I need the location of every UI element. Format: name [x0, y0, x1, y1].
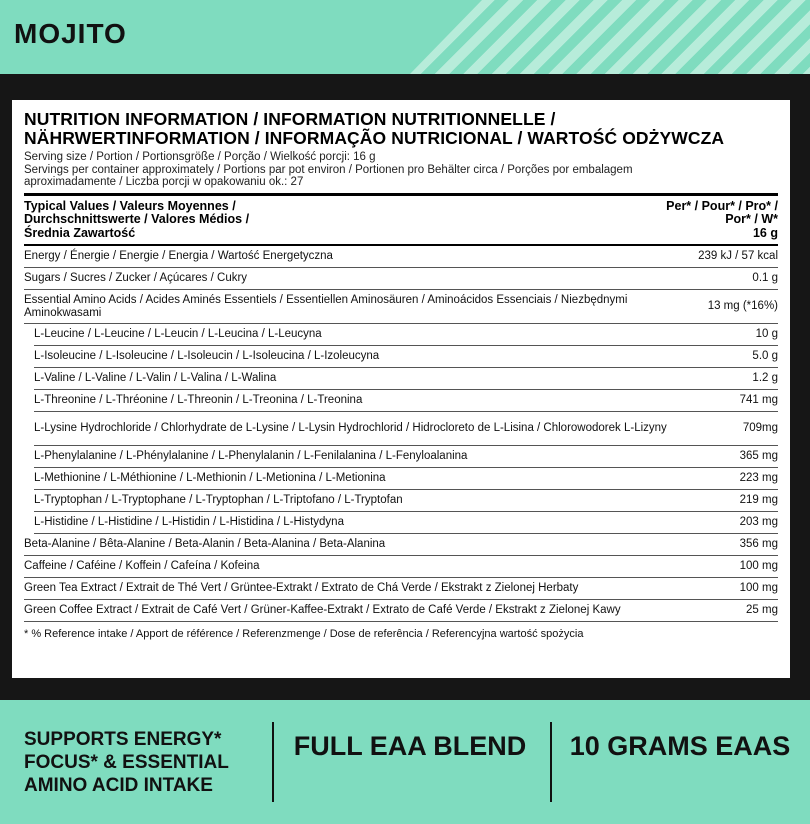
row-label: L-Leucine / L-Leucine / L-Leucin / L-Leucina / L-Leucyna [34, 328, 322, 341]
table-row [24, 556, 778, 578]
row-label: L-Isoleucine / L-Isoleucine / L-Isoleucin / L-Isoleucina / L-Izoleucyna [34, 350, 380, 363]
head-right-2: Por* / W* [725, 212, 778, 227]
row-value: 0.1 g [752, 272, 778, 285]
head-left-1: Typical Values / Valeurs Moyennes / [24, 198, 236, 213]
row-label: Green Coffee Extract / Extrait de Café Vert / Grüner-Kaffee-Extrakt / Extrato de Café Verde / Ekstrakt z Zielonej Kawy [24, 604, 621, 617]
panel-title-line2: NÄHRWERTINFORMATION / INFORMAÇÃO NUTRICIONAL / WARTOŚĆ ODŻYWCZA [24, 128, 725, 148]
header-band [0, 0, 810, 74]
claim-grams-eaas: 10 GRAMS EAAS [569, 731, 791, 761]
row-value: 741 mg [739, 394, 778, 407]
footnote: * % Reference intake / Apport de référence / Referenzmenge / Dose de referência / Referencyjna wartość spożycia [24, 628, 584, 641]
head-left-3: Średnia Zawartość [24, 225, 136, 240]
row-label: L-Phenylalanine / L-Phénylalanine / L-Phenylalanin / L-Fenilalanina / L-Fenyloalanina [34, 450, 468, 463]
row-value: 203 mg [739, 516, 778, 529]
servings-line2: aproximadamente / Liczba porcji w opakowaniu ok.: 27 [24, 176, 304, 189]
servings-line1: Servings per container approximately / Portions par pot environ / Portionen pro Behälter circa / Porções por embalagem [24, 163, 633, 176]
row-label: L-Threonine / L-Thréonine / L-Threonin / L-Treonina / L-Treonina [34, 394, 363, 407]
table-row [34, 324, 778, 346]
table-row [24, 246, 778, 268]
table-row [24, 290, 778, 324]
row-label: L-Methionine / L-Méthionine / L-Methionin / L-Metionina / L-Metionina [34, 472, 386, 485]
table-header-right [666, 200, 778, 241]
claim-divider-1 [272, 722, 274, 802]
table-row [34, 368, 778, 390]
claim-divider-2 [550, 722, 552, 802]
row-value: 10 g [755, 328, 778, 341]
table-row [34, 468, 778, 490]
table-row [34, 390, 778, 412]
row-value: 13 mg (*16%) [707, 300, 778, 313]
row-value: 25 mg [746, 604, 778, 617]
table-row [24, 534, 778, 556]
table-row [24, 268, 778, 290]
table-header-left [24, 200, 249, 241]
table-header [24, 196, 778, 244]
serving-info [24, 151, 778, 189]
row-value: 100 mg [739, 582, 778, 595]
row-label: L-Histidine / L-Histidine / L-Histidin / L-Histidina / L-Histydyna [34, 516, 344, 529]
table-row [24, 600, 778, 622]
row-value: 1.2 g [752, 372, 778, 385]
claim-full-eaa: FULL EAA BLEND [293, 731, 527, 761]
head-left-2: Durchschnittswerte / Valores Médios / [24, 212, 250, 227]
row-value: 219 mg [739, 494, 778, 507]
row-label: L-Valine / L-Valine / L-Valin / L-Valina / L-Walina [34, 372, 277, 385]
table-row [34, 346, 778, 368]
head-right-1: Per* / Pour* / Pro* / [666, 198, 778, 213]
row-value: 239 kJ / 57 kcal [698, 250, 778, 263]
claim-energy: SUPPORTS ENERGY* FOCUS* & ESSENTIAL AMINO ACID INTAKE [24, 729, 229, 796]
flavor-title: MOJITO [14, 18, 127, 49]
panel-title-line1: NUTRITION INFORMATION / INFORMATION NUTRITIONNELLE / [24, 109, 556, 129]
row-label: Energy / Énergie / Energie / Energia / Wartość Energetyczna [24, 250, 333, 263]
row-label: Sugars / Sucres / Zucker / Açúcares / Cukry [24, 272, 248, 285]
row-label: Caffeine / Caféine / Koffein / Cafeína / Kofeina [24, 560, 260, 573]
row-value: 100 mg [739, 560, 778, 573]
row-value: 365 mg [739, 450, 778, 463]
row-label: L-Tryptophan / L-Tryptophane / L-Tryptophan / L-Triptofano / L-Tryptofan [34, 494, 403, 507]
row-value: 356 mg [739, 538, 778, 551]
nutrition-panel [12, 100, 790, 678]
row-value: 223 mg [739, 472, 778, 485]
table-row [24, 578, 778, 600]
row-value: 709mg [742, 422, 778, 435]
claims-band [0, 700, 810, 824]
row-label: L-Lysine Hydrochloride / Chlorhydrate de L-Lysine / L-Lysin Hydrochlorid / Hidrocloreto de L-Lisina / Chlorowodorek L-Lizyny [34, 422, 667, 435]
head-right-3: 16 g [752, 225, 778, 240]
table-row [34, 446, 778, 468]
row-label: Essential Amino Acids / Acides Aminés Essentiels / Essentiellen Aminosäuren / Aminoácidos Essenciais / Niezbędnymi Aminokwasami [24, 293, 628, 319]
row-label: Beta-Alanine / Bêta-Alanine / Beta-Alanin / Beta-Alanina / Beta-Alanina [24, 538, 386, 551]
serving-size: Serving size / Portion / Portionsgröße / Porção / Wielkość porcji: 16 g [24, 151, 376, 163]
nutrition-rows [24, 246, 778, 622]
table-row [34, 490, 778, 512]
row-value: 5.0 g [752, 350, 778, 363]
table-row [34, 412, 778, 446]
decorative-stripes [410, 0, 810, 74]
row-label: Green Tea Extract / Extrait de Thé Vert / Grüntee-Extrakt / Extrato de Chá Verde / Ekstrakt z Zielonej Herbaty [24, 582, 579, 595]
table-row [34, 512, 778, 534]
